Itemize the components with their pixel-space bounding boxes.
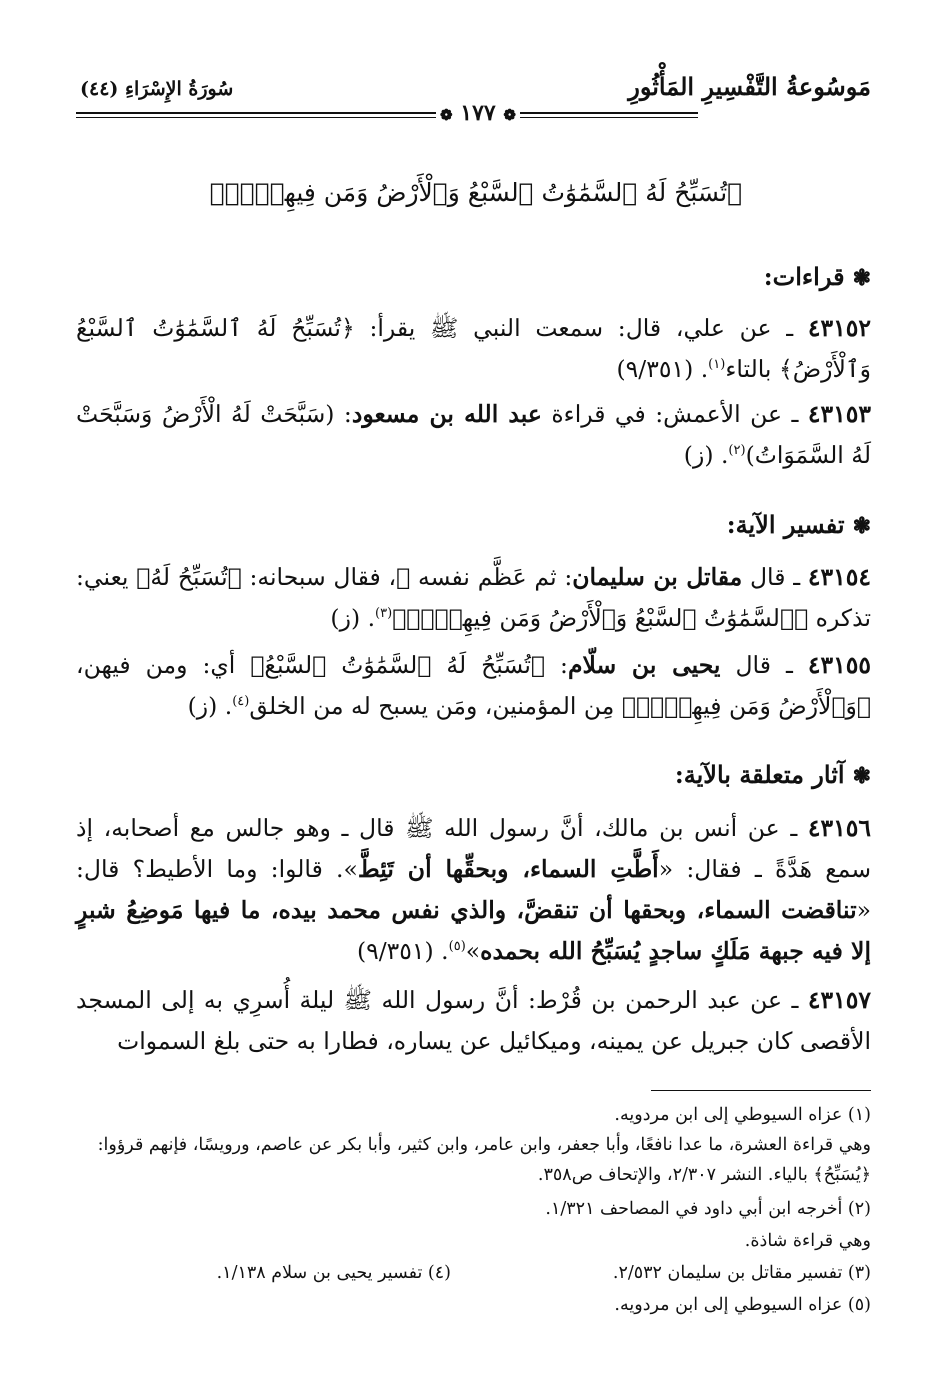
- paragraph-43152: [76, 308, 871, 390]
- header-rule: [520, 112, 698, 114]
- ornament-icon: ❁: [440, 106, 453, 124]
- hadith-text: تناقضت السماء، وبحقها أن تنقضَّ، والذي نفس محمد بيده، ما فيها مَوضِعُ شبرٍ إلا فيه جبهة مَلَكٍ ساجدٍ يُسَبِّحُ الله بحمده: [76, 896, 871, 965]
- narrator-name: عبد الله بن مسعود: [351, 400, 542, 428]
- footnote-row-3-4: [76, 1258, 871, 1288]
- paragraph-43157: [76, 980, 871, 1062]
- ayah-text: ﴿تُسَبِّحُ لَهُ ٱلسَّمَٰوَٰتُ ٱلسَّبْعُ وَٱلْأَرْضُ وَمَن فِيهِنَّۚ﴾: [209, 178, 743, 207]
- footnote-2-continued: وهي قراءة شاذة.: [744, 1231, 871, 1251]
- narration-number: ٤٣١٥٤: [807, 563, 871, 591]
- narration-text: : ثم عَظَّم نفسه ﷻ، فقال سبحانه: ﴿تُسَبِّحُ لَهُ﴾ يعني: تذكره ﴿ٱلسَّمَٰوَٰتُ ٱلسَّبْعُ وَٱلْأَرْضُ وَمَن فِيهِنَّۚ﴾: [76, 563, 871, 632]
- section-heading-readings: [764, 262, 871, 291]
- surah-reference: سُورَةُ الإِسْرَاءِ (٤٤): [80, 78, 234, 100]
- narration-number: ٤٣١٥٦: [807, 814, 871, 842]
- narration-source: . (ز): [187, 692, 233, 720]
- section-label: قراءات:: [763, 262, 845, 291]
- narration-text: ـ قال: [720, 651, 808, 679]
- flower-icon: ❃: [852, 265, 871, 291]
- footnote-4: (٤) تفسير يحيى بن سلام ١/١٣٨.: [216, 1263, 451, 1283]
- footnote-1-continued: وهي قراءة العشرة، ما عدا نافعًا، وأبا جعفر، وابن عامر، وابن كثير، وأبا بكر عن عاصم، ورويسًا، فإنهم قرؤوا: ﴿يُسَبِّحُ﴾ بالياء. النشر ٢/٣٠٧، والإتحاف ص٣٥٨.: [97, 1135, 871, 1185]
- narration-number: ٤٣١٥٧: [807, 986, 871, 1014]
- header-rule: [520, 117, 698, 118]
- narration-text: : (سَبَّحَتْ لَهُ الْأَرْضُ وَسَبَّحَتْ لَهُ السَّمَوَاتُ): [76, 400, 871, 469]
- footnote-ref: (٤): [232, 694, 250, 710]
- footnote-3: (٣) تفسير مقاتل بن سليمان ٢/٥٣٢.: [612, 1263, 871, 1283]
- narration-text: ـ قال: [742, 563, 808, 591]
- ornament-icon: ❁: [503, 106, 516, 124]
- footnote-2: (٢) أخرجه ابن أبي داود في المصاحف ١/٣٢١.: [545, 1199, 871, 1219]
- page-number: [436, 100, 520, 126]
- narration-text: ». قالوا: وما الأطيط؟ قال: «: [76, 855, 871, 924]
- narration-number: ٤٣١٥٣: [807, 400, 871, 428]
- section-label: آثار متعلقة بالآية:: [674, 760, 845, 789]
- header-rule: [76, 112, 436, 114]
- footnote-ref: (٢): [728, 443, 746, 459]
- page-number-text: ١٧٧: [460, 100, 496, 126]
- footnote-1: (١) عزاه السيوطي إلى ابن مردويه.: [614, 1105, 871, 1125]
- book-title: مَوسُوعةُ التَّفْسِيرِ المَأْثُورِ: [628, 72, 871, 101]
- section-label: تفسير الآية:: [726, 510, 845, 539]
- narration-text: ـ عن الأعمش: في قراءة: [541, 400, 808, 428]
- paragraph-43156: [76, 808, 871, 972]
- section-heading-athar: [675, 760, 871, 789]
- paragraph-43155: [76, 645, 871, 727]
- hadith-text: أَطَّتِ السماء، وبحقِّها أن تَئِطَّ: [357, 855, 659, 883]
- narration-text: »: [465, 937, 481, 965]
- header-rule: [76, 117, 436, 118]
- paragraph-43154: [76, 557, 871, 639]
- narration-number: ٤٣١٥٥: [807, 651, 871, 679]
- footnote-ref: (١): [708, 357, 726, 373]
- footnote-5: (٥) عزاه السيوطي إلى ابن مردويه.: [614, 1295, 871, 1315]
- flower-icon: ❃: [852, 513, 871, 539]
- narration-source: . (ز): [683, 441, 729, 469]
- footnote-rule: [651, 1090, 871, 1091]
- narration-text: ـ عن أنس بن مالك، أنَّ رسول الله ﷺ قال ـ وهو جالس مع أصحابه، إذ سمع هَدَّةً ـ فقال: «: [76, 814, 872, 883]
- flower-icon: ❃: [852, 763, 871, 789]
- footnote-ref: (٣): [375, 606, 393, 622]
- narration-text: ـ عن علي، قال: سمعت النبي ﷺ يقرأ: ﴿تُسَبِّحُ لَهُ ٱلسَّمَٰوَٰتُ ٱلسَّبْعُ وَٱلْأَرْضُ﴾ بالتاء: [76, 314, 871, 383]
- section-heading-tafsir: [727, 510, 871, 539]
- narration-source: . (ز): [330, 604, 376, 632]
- narrator-name: مقاتل بن سليمان: [572, 563, 743, 591]
- paragraph-43153: [76, 394, 871, 476]
- narration-text: : ﴿تُسَبِّحُ لَهُ ٱلسَّمَٰوَٰتُ ٱلسَّبْعُ﴾ أي: ومن فيهن، ﴿وَٱلْأَرْضُ وَمَن فِيهِنَّۚ﴾ مِن المؤمنين، ومَن يسبح له من الخلق: [76, 651, 871, 720]
- narration-source: . (٩/٣٥١): [616, 355, 709, 383]
- narration-source: . (٩/٣٥١): [356, 937, 449, 965]
- narrator-name: يحيى بن سلّام: [567, 651, 721, 679]
- narration-number: ٤٣١٥٢: [807, 314, 871, 342]
- narration-text: ـ عن عبد الرحمن بن قُرْط: أنَّ رسول الله ﷺ ليلة أُسرِي به إلى المسجد الأقصى كان جبريل عن يمينه، وميكائيل عن يساره، فطارا به حتى بلغ السموات: [76, 986, 871, 1055]
- footnote-ref: (٥): [448, 939, 466, 955]
